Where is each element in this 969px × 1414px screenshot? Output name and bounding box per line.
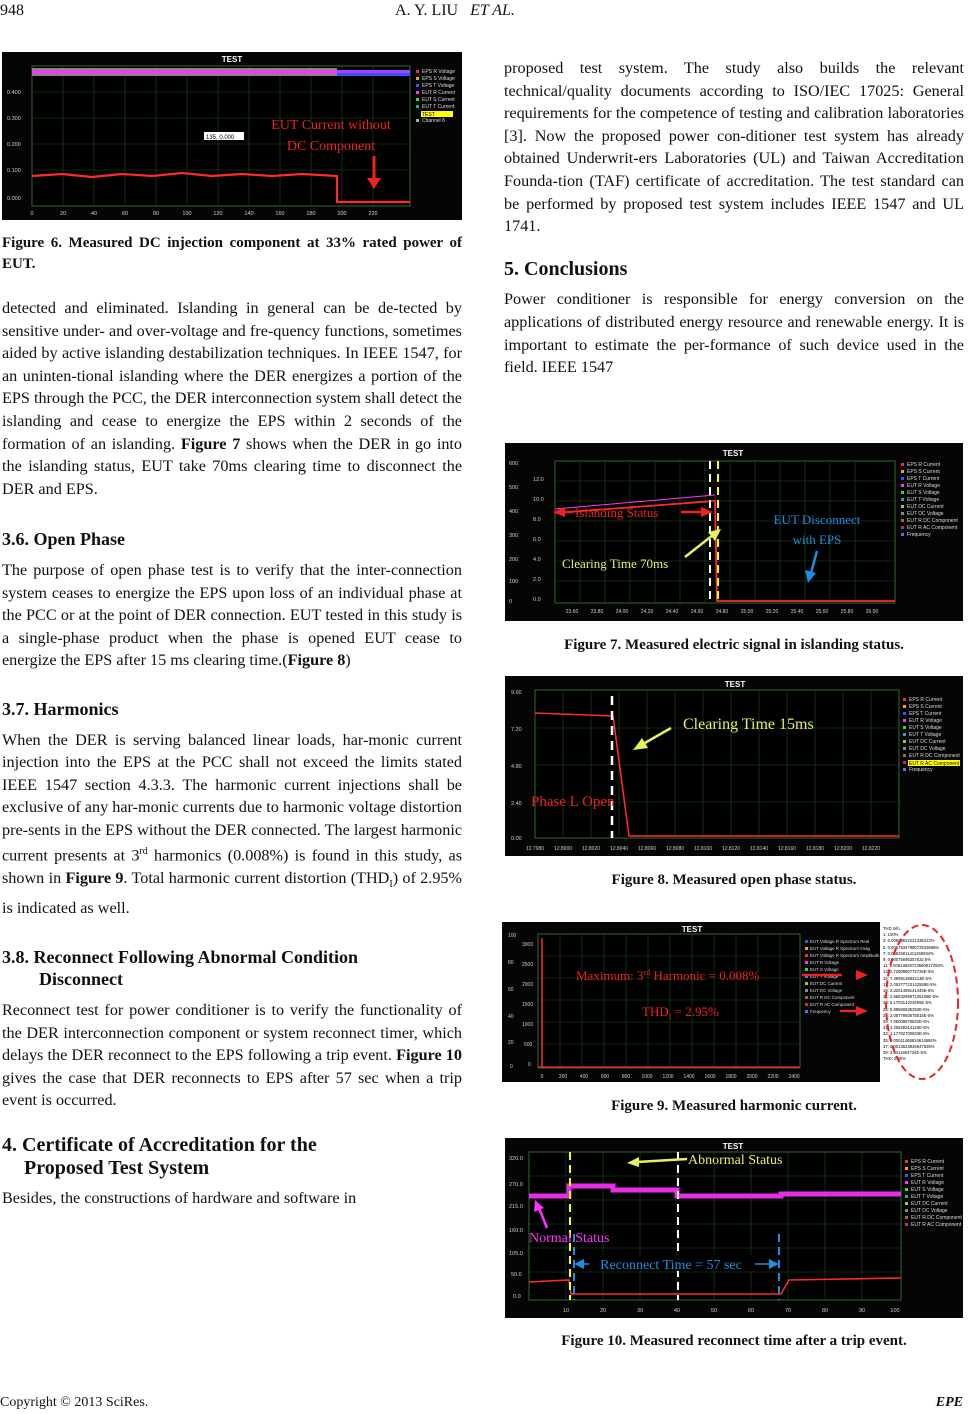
- fig7-ytick: 4.0: [533, 557, 541, 563]
- fig6-xtick: 220: [368, 211, 378, 217]
- fig7-ytick: 600: [509, 461, 519, 467]
- fig9-xtick: 800: [621, 1074, 631, 1080]
- thd-info-row: 11: 0.00613626723660917293%: [883, 963, 944, 969]
- fig7-ytick: 200: [509, 557, 519, 563]
- paragraph: The purpose of open phase test is to verify that the inter-connection system ceases to energize the EPS upon loss of an individual phase at the PCC or at the point of DER connection. EUT tested in this study is a single-phase product when the phase is opened EUT cease to energize the EPS after 15 ms clearing time.(Figure 8): [2, 560, 462, 670]
- fig7-xtick: 24.40: [665, 609, 679, 615]
- section-heading: 5. Conclusions: [504, 257, 628, 280]
- fig7-xtick: 25.00: [740, 609, 754, 615]
- paragraph: Besides, the constructions of hardware and software in: [2, 1189, 357, 1208]
- fig10-legend-item: EUT R AC Component: [911, 1222, 962, 1228]
- fig6-legend-item: EPS S Voltage: [422, 76, 455, 82]
- fig9-legend-item: EUT T Voltage: [810, 974, 839, 979]
- fig7-legend-item: EUT R AC Component: [907, 525, 958, 531]
- thd-info-row: 3: 0.00843922221335413%: [883, 938, 935, 944]
- fig7-annotation-islanding: Islanding Status: [575, 505, 659, 520]
- thd-info-row: 13: 2.7290880772726E-5%: [883, 969, 934, 975]
- fig8-annotation-phase: Phase L Open: [531, 794, 615, 810]
- fig7-legend-item: EUT S Voltage: [907, 490, 940, 496]
- fig6-xtick: 60: [121, 211, 129, 217]
- fig6-xtick: 160: [275, 211, 285, 217]
- section-heading: 3.7. Harmonics: [2, 698, 119, 719]
- thd-info-row: 39: 3.9411664734E-5%: [883, 1050, 927, 1056]
- thd-info-row: 9: 0.00075695357632.6%: [883, 957, 931, 963]
- right-column: [504, 57, 964, 379]
- fig7-legend-item: EPS T Current: [907, 476, 940, 482]
- figure-7-caption: Figure 7. Measured electric signal in islanding status.: [564, 637, 904, 653]
- fig7-xtick: 24.20: [640, 609, 654, 615]
- fig6-annotation: DC Component: [286, 139, 376, 154]
- fig8-ytick: 4.80: [511, 764, 522, 770]
- fig9-xtick: 600: [600, 1074, 610, 1080]
- fig8-legend-item: EPS S Current: [909, 704, 942, 710]
- fig9-ytick: 500: [524, 1042, 533, 1048]
- paragraph: Reconnect test for power conditioner is to verify the functionality of the DER interconnection component or system reconnect timer, which delays the DER reconnect to the EPS following a trip event. Figure 10 gives the case that DER reconnects to EPS after 57 sec when a trip event is occurred.: [2, 1001, 462, 1110]
- fig10-legend-item: EPS S Current: [911, 1166, 944, 1172]
- fig7-xtick: 23.60: [565, 609, 579, 615]
- fig7-legend-item: EUT R DC Component: [907, 518, 958, 524]
- fig7-ytick: 10.0: [533, 497, 544, 503]
- fig6-legend-item: Channel 8: [422, 118, 445, 124]
- fig6-annotation: EUT Current without: [271, 118, 391, 133]
- fig7-xtick: 24.80: [715, 609, 729, 615]
- fig9-legend-item: Frequency: [810, 1009, 831, 1014]
- fig10-legend-item: EUT S Voltage: [911, 1187, 944, 1193]
- fig7-title: TEST: [722, 449, 744, 458]
- fig9-xtick: 1000: [641, 1074, 653, 1080]
- fig8-xtick: 12.8220: [861, 846, 881, 852]
- fig10-xtick: 20: [599, 1308, 607, 1314]
- fig10-legend-item: EUT T Voltage: [911, 1194, 944, 1200]
- thd-info-row: 15: 7.389913694213E-5%: [883, 975, 932, 981]
- fig9-ytick: 2500: [522, 962, 534, 968]
- fig8-xtick: 12.8200: [833, 846, 853, 852]
- fig10-legend-item: EUT R DC Component: [911, 1215, 962, 1221]
- fig10-xtick: 30: [636, 1308, 644, 1314]
- thd-info-row: 35: 0.00011468634614584%: [883, 1037, 937, 1043]
- fig8-xtick: 12.8040: [609, 846, 629, 852]
- fig9-legend-item: EUT R AC Component: [810, 1002, 855, 1007]
- fig7-legend-item: EPS S Current: [907, 469, 940, 475]
- fig8-ytick: 9.60: [511, 690, 522, 696]
- fig6-xtick: 100: [182, 211, 192, 217]
- figure-8-caption: Figure 8. Measured open phase status.: [611, 872, 857, 888]
- fig9-highlight-ellipse: [880, 922, 960, 1082]
- fig10-xtick: 60: [747, 1308, 755, 1314]
- fig6-ytick: 0.100: [7, 168, 21, 174]
- paragraph: detected and eliminated. Islanding in general can be de-tected by sensitive under- and over-voltage and fre-quency functions, sometimes aided by active islanding destabilization techniques. In IEEE 1547, for an uninten-tional islanding where the DER energizes a portion of the EPS through the PCC, the DER interconnection system shall detect the islanding and cease to energize the EPS within 2 seconds of the formation of an islanding. Figure 7 shows when the DER in go into the islanding status, EUT take 70ms clearing time to disconnect the DER and EPS.: [2, 299, 463, 498]
- fig9-legend-item: EUT DC Voltage: [810, 988, 843, 993]
- thd-info-row: 17: 2.05377723142559E-5%: [883, 981, 937, 987]
- fig9-xtick: 1200: [662, 1074, 674, 1080]
- fig6-legend-item: EPS T Voltage: [422, 83, 455, 89]
- fig7-legend-item: Frequency: [907, 532, 931, 538]
- thd-info-header: THD Info: [883, 926, 900, 931]
- thd-info-row: 37: 0.0013623826847825%: [883, 1043, 935, 1049]
- figure-9-plot: [502, 922, 880, 1082]
- fig10-legend-item: EUT DC Current: [911, 1201, 948, 1207]
- fig9-legend-item: EUT DC Current: [810, 981, 843, 986]
- fig9-ytick: 0: [510, 1064, 513, 1070]
- fig9-legend-item: EUT S Voltage: [810, 967, 839, 972]
- fig8-xtick: 12.8180: [805, 846, 825, 852]
- fig10-xtick: 50: [710, 1308, 718, 1314]
- figure-6-plot: [2, 52, 462, 220]
- fig7-xtick: 24.00: [615, 609, 629, 615]
- footer-copyright: Copyright © 2013 SciRes.: [0, 1395, 149, 1410]
- figure-9-caption: Figure 9. Measured harmonic current.: [611, 1098, 857, 1114]
- fig9-annotation-thd: $THD_I = 2.95\%$: [642, 1004, 719, 1021]
- fig7-xtick: 24.60: [690, 609, 704, 615]
- fig8-legend-item: EUT T Voltage: [909, 732, 942, 738]
- fig9-legend-item: EUT Voltage R Spectrum Amplitude: [810, 953, 880, 958]
- fig8-xtick: 12.8080: [665, 846, 685, 852]
- fig8-legend-item: EPS T Current: [909, 711, 942, 717]
- fig10-xtick: 70: [784, 1308, 792, 1314]
- fig7-ytick: 0: [509, 599, 513, 605]
- fig7-ytick: 300: [509, 533, 519, 539]
- fig9-thd-info-panel: [880, 922, 960, 1082]
- fig10-legend-item: EUT DC Voltage: [911, 1208, 948, 1214]
- section-heading: 4. Certificate of Accreditation for the Proposed Test System: [2, 1134, 317, 1179]
- fig10-xtick: 40: [673, 1308, 681, 1314]
- fig10-ytick: 270.0: [509, 1182, 523, 1188]
- fig7-ytick: 500: [509, 485, 519, 491]
- fig9-xtick: 1600: [704, 1074, 716, 1080]
- fig6-legend-item: TEST: [422, 112, 435, 118]
- fig10-annotation-abnormal: Abnormal Status: [688, 1153, 783, 1168]
- fig9-ytick: 0: [528, 1062, 531, 1068]
- thd-info-row: 19: 2.3201488141445E-5%: [883, 988, 934, 994]
- fig10-legend-item: EPS R Current: [911, 1159, 945, 1165]
- fig8-xtick: 12.8020: [581, 846, 601, 852]
- fig8-legend-item: Frequency: [909, 767, 933, 773]
- fig6-xtick: 180: [306, 211, 316, 217]
- fig9-xtick: 1400: [683, 1074, 695, 1080]
- fig9-xtick: 1800: [725, 1074, 737, 1080]
- section-heading: 3.8. Reconnect Following Abnormal Condition Disconnect: [2, 946, 359, 990]
- fig7-xtick: 25.60: [815, 609, 829, 615]
- fig8-xtick: 12.7980: [525, 846, 545, 852]
- fig8-legend-item: EPS R Current: [909, 697, 943, 703]
- fig7-legend-item: EUT T Voltage: [907, 497, 940, 503]
- thd-info-row: 33: 1.17762700833E-5%: [883, 1031, 930, 1037]
- fig9-xtick: 200: [558, 1074, 568, 1080]
- thd-info-row: 27: 2.0877850575815E-5%: [883, 1012, 934, 1018]
- fig8-ytick: 7.20: [511, 727, 522, 733]
- paragraph: proposed test system. The study also builds the relevant technical/quality documents according to ISO/IEC 17025: General requirements for the competence of testing and calibration laboratories [3]. Now the proposed power con-ditioner test system has already obtained Underwrit-ers Laboratories (UL) and Taiwan Accreditation Founda-tion (TAF) certificate of accreditation. The test standard can be performed by proposed test system includes IEEE 1547 and UL 1741.: [504, 59, 964, 236]
- fig8-title: TEST: [724, 680, 746, 689]
- fig7-xtick: 25.20: [765, 609, 779, 615]
- fig10-xtick: 80: [821, 1308, 829, 1314]
- figure-10-plot: [505, 1138, 963, 1318]
- fig9-title: TEST: [681, 925, 703, 934]
- fig8-xtick: 12.8120: [721, 846, 741, 852]
- fig9-ytick: 100: [508, 933, 517, 939]
- fig7-legend-item: EPS R Current: [907, 462, 941, 468]
- fig8-xtick: 12.8140: [749, 846, 769, 852]
- thd-info-row: 29: 7.05008876832E-5%: [883, 1019, 930, 1025]
- fig9-ytick: 3000: [522, 942, 534, 948]
- fig9-legend-item: EUT R Voltage: [810, 960, 839, 965]
- fig7-legend-item: EUT DC Current: [907, 504, 944, 510]
- paragraph: When the DER is serving balanced linear loads, har-monic current injection into the EPS at the PCC shall not exceed the limits stated IEEE 1547 section 4.3.3. The harmonic current injections shall be exclusive of any har-monic currents due to harmonic voltage distortion pre-sents in the EPS without the DER connected. The largest harmonic current presents at 3rd harmonics (0.008%) is found in this study, as shown in Figure 9. Total harmonic current distortion $(THD_I)$ of 2.95% is indicated as well.: [2, 730, 463, 918]
- fig6-xtick: 80: [152, 211, 160, 217]
- fig6-legend-item: EUT T Current: [422, 104, 455, 110]
- fig9-xtick: 2200: [767, 1074, 779, 1080]
- fig7-ytick: 6.0: [533, 537, 541, 543]
- thd-info-row: 23: 5.170314222655E-5%: [883, 1000, 932, 1006]
- fig10-ytick: 0.0: [513, 1294, 521, 1300]
- fig8-xtick: 12.8000: [553, 846, 573, 852]
- fig10-ytick: 215.0: [509, 1204, 523, 1210]
- thd-info-row: 1: 100%: [883, 932, 899, 938]
- fig7-xtick: 23.80: [590, 609, 604, 615]
- thd-info-row: 5: 0.0067634788072533686%: [883, 944, 940, 950]
- fig10-ytick: 320.0: [509, 1156, 523, 1162]
- fig9-legend-item: EUT Voltage R Spectrum Imag: [810, 946, 870, 951]
- figure-10-caption: Figure 10. Measured reconnect time after a trip event.: [561, 1333, 907, 1349]
- fig10-xtick: 100: [890, 1308, 900, 1314]
- fig9-xtick: 0: [540, 1074, 544, 1080]
- fig6-ytick: 0.300: [7, 116, 21, 122]
- fig6-legend-item: EPS R Voltage: [422, 69, 456, 75]
- fig8-ytick: 2.40: [511, 801, 522, 807]
- fig8-legend-item: EUT S Voltage: [909, 725, 942, 731]
- fig9-xtick: 2400: [788, 1074, 800, 1080]
- fig9-ytick: 60: [508, 987, 514, 993]
- fig8-legend-item: EUT DC Current: [909, 739, 946, 745]
- fig8-xtick: 12.8060: [637, 846, 657, 852]
- thd-info-row: 7: 0.00625811411266934%: [883, 950, 934, 956]
- fig7-xtick: 25.40: [790, 609, 804, 615]
- thd-info-row: THD: 2.95%: [883, 1056, 906, 1062]
- fig10-annotation-normal: Normal Status: [529, 1231, 610, 1246]
- fig10-legend-item: EPS T Current: [911, 1173, 944, 1179]
- fig9-ytick: 1500: [522, 1002, 534, 1008]
- fig10-xtick: 90: [858, 1308, 866, 1314]
- fig6-xtick: 200: [337, 211, 347, 217]
- fig10-ytick: 105.0: [509, 1251, 523, 1257]
- fig7-ytick: 12.0: [533, 477, 544, 483]
- page-number: 948: [0, 2, 24, 19]
- paragraph: Power conditioner is responsible for energy conversion on the applications of distributed energy resource and renewable energy. It is important to estimate the per-formance of such device used in the field. IEEE 1547: [504, 290, 964, 377]
- fig8-annotation-clearing: Clearing Time 15ms: [683, 716, 814, 733]
- fig9-ytick: 20: [508, 1040, 514, 1046]
- fig7-annotation-disconnect: EUT Disconnect: [773, 512, 861, 527]
- fig9-xtick: 400: [579, 1074, 589, 1080]
- left-column: [2, 297, 462, 1210]
- fig6-legend-item: EUT R Current: [422, 90, 455, 96]
- fig6-title: TEST: [221, 55, 243, 64]
- thd-info-row: 31: 2.25828314120E-5%: [883, 1025, 930, 1031]
- fig6-ytick: 0.200: [7, 142, 21, 148]
- figure-7-plot: [505, 443, 963, 621]
- fig7-ytick: 100: [509, 579, 519, 585]
- fig6-xtick: 40: [90, 211, 98, 217]
- fig9-ytick: 2000: [522, 982, 534, 988]
- fig8-legend-item: EUT R Voltage: [909, 718, 942, 724]
- fig7-ytick: 2.0: [533, 577, 541, 583]
- fig8-ytick: 0.00: [511, 836, 522, 842]
- thd-info-row: 25: 5.89560835292E-5%: [883, 1006, 930, 1012]
- fig6-xtick: 0: [30, 211, 34, 217]
- fig7-ytick: 400: [509, 509, 519, 515]
- fig10-title: TEST: [722, 1142, 744, 1151]
- fig6-ytick: 0.400: [7, 90, 21, 96]
- fig8-xtick: 12.8160: [777, 846, 797, 852]
- fig6-xtick: 120: [213, 211, 223, 217]
- fig6-xtick: 140: [244, 211, 254, 217]
- fig8-legend-item: EUT DC Voltage: [909, 746, 946, 752]
- fig9-legend-item: EUT Voltage R Spectrum Real: [810, 939, 870, 944]
- fig6-legend-item: EUT S Current: [422, 97, 455, 103]
- fig9-ytick: 40: [508, 1014, 514, 1020]
- fig9-xtick: 2000: [746, 1074, 758, 1080]
- thd-info-row: 21: 2.968328597105428E-5%: [883, 994, 939, 1000]
- fig10-ytick: 160.0: [509, 1228, 523, 1234]
- fig7-legend-item: EUT DC Voltage: [907, 511, 944, 517]
- fig8-xtick: 12.8100: [693, 846, 713, 852]
- fig8-legend-item: EUT R DC Component: [909, 753, 960, 759]
- fig10-legend-item: EUT R Voltage: [911, 1180, 944, 1186]
- fig8-legend-item: EUT R AC Component: [909, 761, 960, 767]
- fig10-annotation-reconnect: Reconnect Time = 57 sec: [600, 1258, 742, 1273]
- fig9-legend-item: EUT R DC Component: [810, 995, 855, 1000]
- fig6-xtick: 20: [59, 211, 67, 217]
- fig6-readout: 135, 0.000: [206, 135, 235, 141]
- running-title: A. Y. LIU ET AL.: [395, 2, 515, 19]
- fig10-ytick: 50.0: [511, 1272, 522, 1278]
- fig7-annotation-clearing: Clearing Time 70ms: [562, 556, 669, 571]
- fig7-xtick: 26.00: [865, 609, 879, 615]
- fig7-ytick: 0.0: [533, 597, 541, 603]
- section-heading: 3.6. Open Phase: [2, 529, 126, 550]
- fig7-xtick: 25.80: [840, 609, 854, 615]
- fig9-ytick: 80: [508, 960, 514, 966]
- fig10-xtick: 10: [562, 1308, 570, 1314]
- fig9-ytick: 1000: [522, 1022, 534, 1028]
- figure-6-caption: Figure 6. Measured DC injection component at 33% rated power of EUT.: [2, 235, 462, 272]
- footer-journal: EPE: [935, 1395, 963, 1410]
- fig7-annotation-disconnect: with EPS: [792, 532, 842, 547]
- fig7-legend-item: EUT R Voltage: [907, 483, 940, 489]
- fig7-ytick: 8.0: [533, 517, 541, 523]
- fig9-annotation-max: Maximum: 3rd Harmonic = 0.008%: [576, 968, 760, 983]
- fig6-ytick: 0.000: [7, 196, 21, 202]
- figure-8-plot: [505, 676, 963, 856]
